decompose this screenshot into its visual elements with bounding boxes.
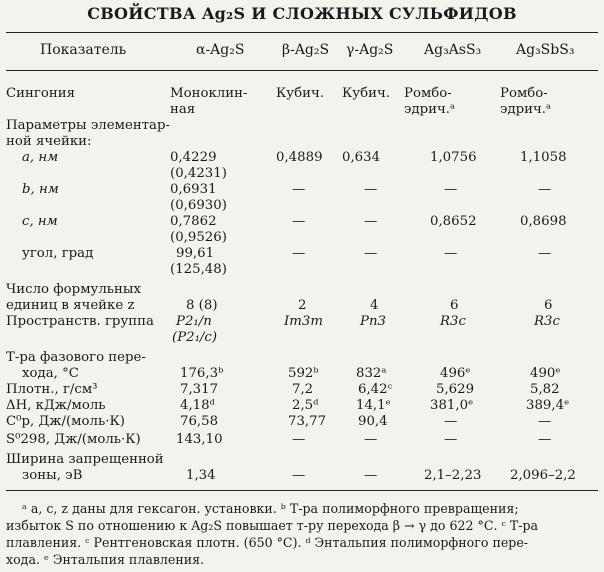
header-ag3sbs3: Ag₃SbS₃ [516,42,575,58]
cell-enthalpy-ag3sbs3: 389,4ᵉ [526,398,570,413]
cell-angle-alpha-hex: (125,48) [170,262,227,277]
cell-z-ag3ass3: 6 [450,298,459,313]
cell-z-beta: 2 [298,298,307,313]
footnote-line-3: плавления. ᶜ Рентгеновская плотн. (650 °С). ᵈ Энтальпия полиморфного пере- [6,535,529,550]
cell-density-ag3ass3: 5,629 [436,382,475,397]
cell-syngony-ag3sbs3-b: эдрич.ᵃ [500,102,552,117]
header-alpha-ag2s: α-Ag₂S [196,42,245,58]
cell-enthalpy-beta: 2,5ᵈ [292,398,319,413]
cell-syngony-gamma: Кубич. [342,86,390,101]
cell-density-gamma: 6,42ᶜ [358,382,393,397]
cell-c-beta: — [292,214,306,229]
cell-a-ag3sbs3: 1,1058 [520,150,567,165]
row-label-z-a: Число формульных [6,282,141,297]
cell-z-gamma: 4 [370,298,379,313]
footnote-line-1: ᵃ a, c, z даны для гексагон. установки. ᵇ Т-ра полиморфного превращения; [22,501,519,516]
cell-transition-beta: 592ᵇ [288,366,319,381]
cell-cp-ag3sbs3: — [538,414,552,429]
cell-sg-alpha-alt: (P2₁/c) [172,330,218,345]
row-label-b: b, нм [22,182,59,197]
cell-s298-alpha: 143,10 [176,432,223,447]
cell-c-gamma: — [364,214,378,229]
footnote-line-4: хода. ᵉ Энтальпия плавления. [6,552,205,567]
header-rule [6,70,598,71]
cell-a-ag3ass3: 1,0756 [430,150,477,165]
cell-sg-alpha: P2₁/n [176,314,212,329]
cell-sg-ag3ass3: R3c [440,314,466,329]
cell-density-ag3sbs3: 5,82 [530,382,560,397]
cell-cp-ag3ass3: — [444,414,458,429]
cell-angle-beta: — [292,246,306,261]
row-label-cp: C⁰p, Дж/(моль·К) [6,414,125,429]
cell-b-ag3ass3: — [444,182,458,197]
row-label-bandgap-a: Ширина запрещенной [6,452,164,467]
row-label-z-b: единиц в ячейке z [6,298,135,313]
row-label-enthalpy: ΔH, кДж/моль [6,398,106,413]
cell-b-beta: — [292,182,306,197]
cell-b-ag3sbs3: — [538,182,552,197]
cell-transition-ag3sbs3: 490ᵉ [530,366,561,381]
cell-s298-beta: — [292,432,306,447]
footnotes [6,500,598,568]
cell-cp-beta: 73,77 [288,414,327,429]
cell-a-gamma: 0,634 [342,150,381,165]
cell-bandgap-beta: — [292,468,306,483]
cell-a-alpha-hex: (0,4231) [170,166,227,181]
bottom-rule [6,490,598,491]
cell-angle-ag3sbs3: — [538,246,552,261]
cell-syngony-ag3ass3-a: Ромбо- [404,86,452,101]
cell-syngony-alpha-a: Моноклин- [170,86,248,101]
cell-bandgap-alpha: 1,34 [186,468,216,483]
row-label-s298: S⁰298, Дж/(моль·К) [6,432,141,447]
cell-b-alpha: 0,6931 [170,182,217,197]
cell-sg-ag3sbs3: R3c [534,314,560,329]
cell-sg-beta: Im3m [284,314,323,329]
cell-b-gamma: — [364,182,378,197]
cell-a-alpha: 0,4229 [170,150,217,165]
header-gamma-ag2s: γ-Ag₂S [346,42,394,58]
cell-s298-ag3ass3: — [444,432,458,447]
cell-s298-ag3sbs3: — [538,432,552,447]
cell-s298-gamma: — [364,432,378,447]
cell-b-alpha-hex: (0,6930) [170,198,227,213]
cell-c-alpha-hex: (0,9526) [170,230,227,245]
cell-sg-gamma: Pn3 [360,314,386,329]
header-beta-ag2s: β-Ag₂S [282,42,330,58]
row-label-cell-params-b: ной ячейки: [6,134,92,149]
cell-c-alpha: 0,7862 [170,214,217,229]
cell-bandgap-ag3sbs3: 2,096–2,2 [510,468,576,483]
cell-transition-alpha: 176,3ᵇ [180,366,224,381]
row-label-bandgap-b: зоны, эВ [22,468,83,483]
row-label-a: a, нм [22,150,59,165]
cell-density-beta: 7,2 [292,382,314,397]
cell-enthalpy-ag3ass3: 381,0ᵉ [430,398,474,413]
row-label-space-group: Пространств. группа [6,314,154,329]
row-label-transition-b: хода, °C [22,366,79,381]
cell-z-ag3sbs3: 6 [544,298,553,313]
cell-angle-alpha: 99,61 [176,246,215,261]
cell-enthalpy-alpha: 4,18ᵈ [180,398,215,413]
header-ag3ass3: Ag₃AsS₃ [424,42,482,58]
row-label-syngony: Сингония [6,86,75,101]
top-rule [6,32,598,33]
cell-enthalpy-gamma: 14,1ᵉ [356,398,391,413]
row-label-cell-params-a: Параметры элементар- [6,118,170,133]
cell-syngony-alpha-b: ная [170,102,196,117]
cell-syngony-beta: Кубич. [276,86,324,101]
cell-syngony-ag3ass3-b: эдрич.ᵃ [404,102,456,117]
cell-bandgap-ag3ass3: 2,1–2,23 [424,468,482,483]
row-label-transition-a: Т-ра фазового пере- [6,350,146,365]
cell-angle-gamma: — [364,246,378,261]
table-title: СВОЙСТВА Ag₂S И СЛОЖНЫХ СУЛЬФИДОВ [87,4,517,23]
cell-transition-gamma: 832ᵃ [356,366,387,381]
cell-c-ag3sbs3: 0,8698 [520,214,567,229]
cell-bandgap-gamma: — [364,468,378,483]
cell-transition-ag3ass3: 496ᵉ [440,366,471,381]
cell-syngony-ag3sbs3-a: Ромбо- [500,86,548,101]
cell-cp-gamma: 90,4 [358,414,388,429]
row-label-c: c, нм [22,214,58,229]
cell-angle-ag3ass3: — [444,246,458,261]
row-label-density: Плотн., г/см³ [6,382,98,397]
cell-c-ag3ass3: 0,8652 [430,214,477,229]
cell-density-alpha: 7,317 [180,382,219,397]
header-param: Показатель [40,42,127,58]
footnote-line-2: избыток S по отношению к Ag₂S повышает т-ру перехода β → γ до 622 °С. ᶜ Т-ра [6,518,539,533]
row-label-angle: угол, град [22,246,94,261]
cell-z-alpha: 8 (8) [186,298,218,313]
cell-a-beta: 0,4889 [276,150,323,165]
cell-cp-alpha: 76,58 [180,414,219,429]
